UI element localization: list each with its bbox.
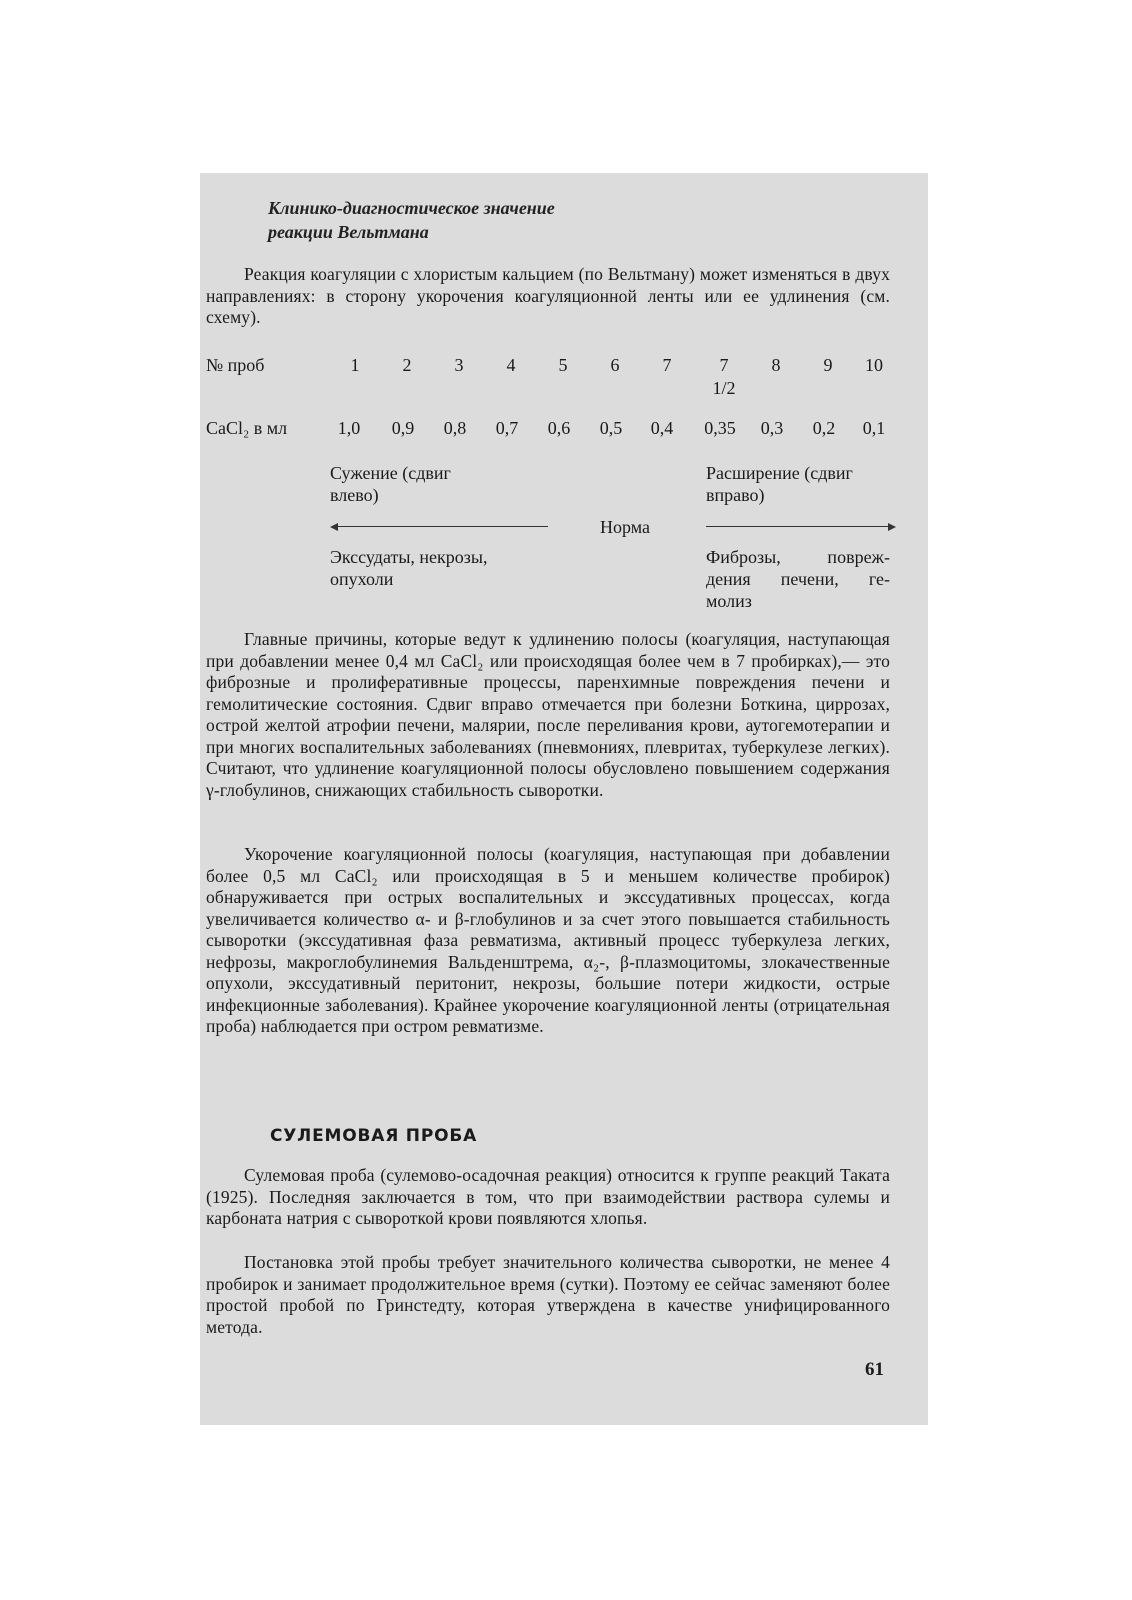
right-arrow-line [706,526,888,527]
probe-number: 7 [662,355,672,375]
norm-label: Норма [600,517,650,537]
left-arrow-head-icon [330,523,338,531]
cacl-value: 0,1 [862,418,886,438]
paragraph-causes-shortening [206,844,890,1038]
probe-fraction: 1/2 [712,378,736,398]
right-shift-label: Расширение (сдвиг вправо) [706,463,853,505]
paragraph-text: Постановка этой пробы требует значительного количества сыворотки, не менее 4 пробирок и занимает продолжительное время (сутки). Поэтому ее сейчас заменяют более простой пробой по Гринстедту, которая утверждена в качестве унифицированного метода. [206,1252,890,1337]
cacl-value: 0,35 [704,418,736,438]
intro-text: Реакция коагуляции с хлористым кальцием (по Вельтману) может изменяться в двух направлениях: в сторону укорочения коагуляционной ленты или ее удлинения (см. схему). [206,264,890,327]
probe-number: 6 [610,355,620,375]
sublimate-paragraph-2 [206,1252,890,1338]
probe-number: 3 [454,355,464,375]
cacl-label: CaCl₂ в мл [206,418,288,438]
cacl-value: 0,8 [443,418,467,438]
probe-number: 4 [506,355,516,375]
probe-number: 8 [771,355,781,375]
left-shift-label: Сужение (сдвиг влево) [330,463,451,505]
intro-paragraph [206,264,890,329]
probes-label: № проб [206,355,265,375]
left-causes: Экссудаты, некрозы, опухоли [330,547,488,589]
probe-number: 5 [558,355,568,375]
cacl-value: 0,6 [547,418,571,438]
cacl-value: 1,0 [337,418,361,438]
cacl-value: 0,7 [495,418,519,438]
probe-number: 2 [402,355,412,375]
heading-line-2: реакции Вельтмана [268,222,429,242]
probe-number: 9 [823,355,833,375]
cacl-value: 0,4 [650,418,674,438]
cacl-value: 0,2 [812,418,836,438]
right-arrow-head-icon [888,523,896,531]
cacl-value: 0,9 [391,418,415,438]
left-arrow-line [336,526,548,527]
probe-number: 10 [865,355,883,375]
paragraph-text: Укорочение коагуляционной полосы (коагуляция, наступающая при добавлении более 0,5 мл CaCl₂ или происходящая в 5 и меньшем количестве пробирок) обнаруживается при острых воспалительных и экссудативных процессах, когда увеличивается количество α- и β-глобулинов и за счет этого повышается стабильность сыворотки (экссудативная фаза ревматизма, активный процесс туберкулеза легких, нефрозы, макроглобулинемия Вальденштрема, α₂-, β-плазмоцитомы, злокачественные опухоли, экссудативный перитонит, некрозы, большие потери жидкости, острые инфекционные заболевания). Крайнее укорочение коагуляционной ленты (отрицательная проба) наблюдается при остром ревматизме. [206,844,890,1036]
heading-line-1: Клинико-диагностическое значение [268,198,555,218]
sublimate-paragraph-1 [206,1165,890,1230]
paragraph-text: Главные причины, которые ведут к удлинению полосы (коагуляция, наступающая при добавлении менее 0,4 мл CaCl₂ или происходящая более чем в 7 пробирках),— это фиброзные и пролиферативные процессы, паренхимные повреждения печени и гемолитические состояния. Сдвиг вправо отмечается при болезни Боткина, циррозах, острой желтой атрофии печени, малярии, после переливания крови, аутогемотерапии и при многих воспалительных заболеваниях (пневмониях, плевритах, туберкулезе легких). Считают, что удлинение коагуляционной полосы обусловлено повышением содержания γ-глобулинов, снижающих стабильность сыворотки. [206,629,890,800]
probe-number: 7 [719,355,729,375]
paragraph-causes-lengthening [206,629,890,801]
cacl-value: 0,3 [760,418,784,438]
paragraph-text: Сулемовая проба (сулемово-осадочная реакция) относится к группе реакций Таката (1925). Последняя заключается в том, что при взаимодействии раствора сулемы и карбоната натрия с сывороткой крови появляются хлопья. [206,1165,890,1228]
cacl-value: 0,5 [599,418,623,438]
section-title: СУЛЕМОВАЯ ПРОБА [270,1126,478,1146]
page-number: 61 [865,1359,884,1380]
right-causes: Фиброзы, повреж- дения печени, ге- молиз [706,547,890,611]
section-heading [268,196,555,244]
probe-number: 1 [350,355,360,375]
